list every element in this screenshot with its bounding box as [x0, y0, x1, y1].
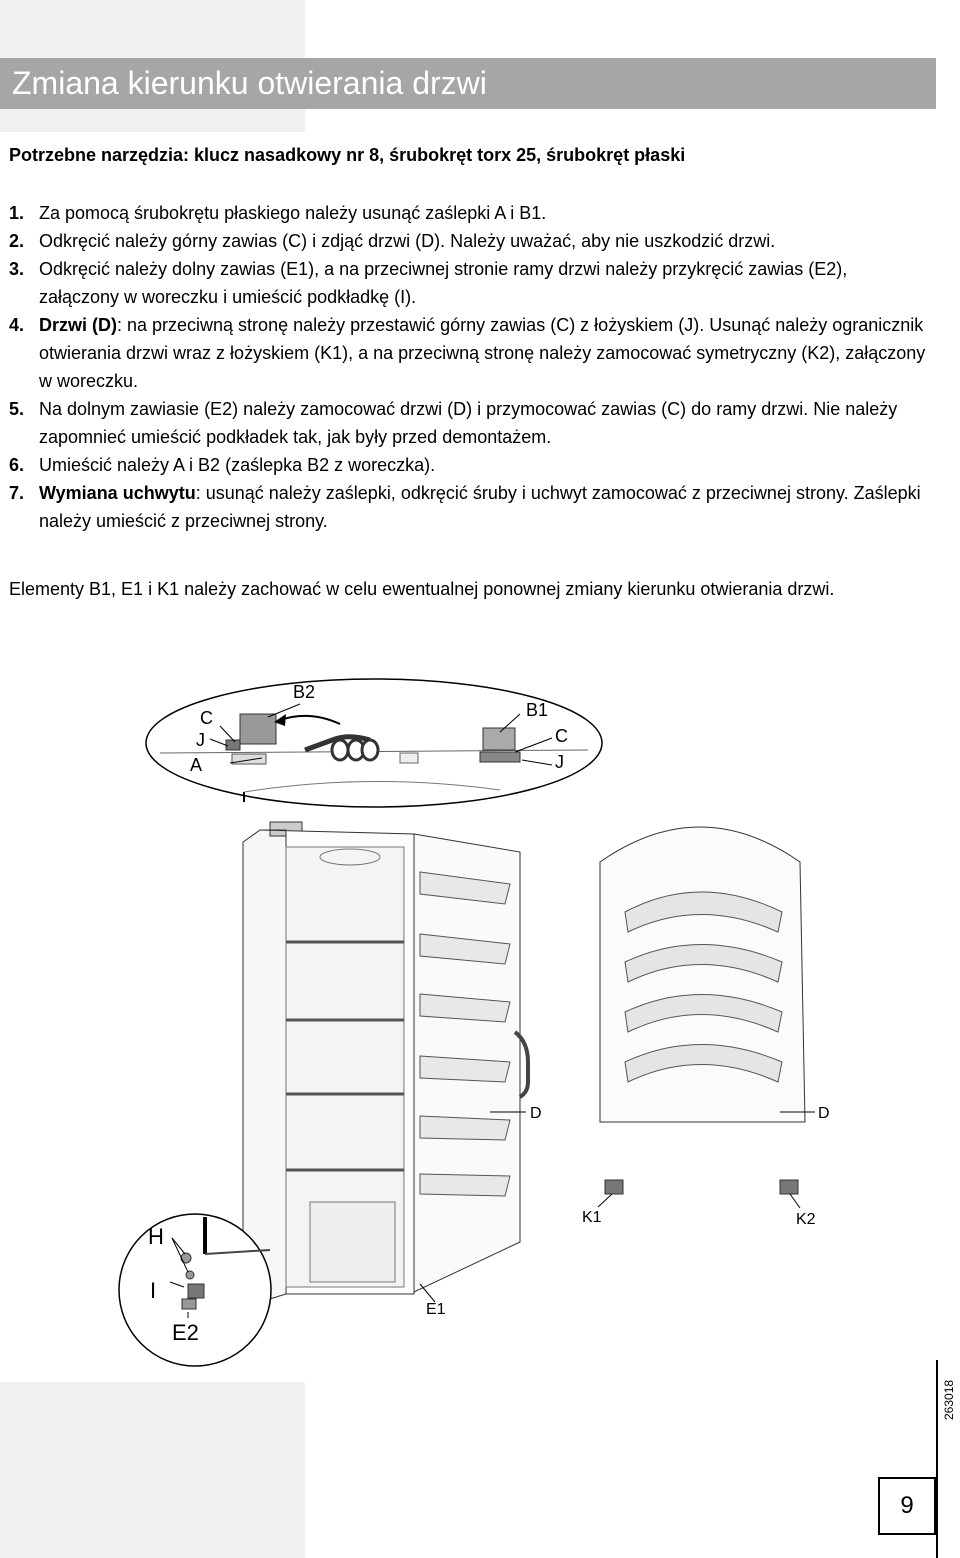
- top-margin: [305, 0, 960, 58]
- label-E1: E1: [426, 1301, 446, 1318]
- step-text: [39, 199, 927, 227]
- step-bold: Wymiana uchwytu: [39, 483, 196, 503]
- door-detail: [582, 827, 830, 1228]
- step-item: [9, 451, 927, 479]
- label-H: H: [148, 1224, 164, 1249]
- step-number: 4.: [9, 315, 25, 335]
- step-body: Na dolnym zawiasie (E2) należy zamocować drzwi (D) i przymocować zawias (C) do ramy drzwi. Nie należy zapomnieć umieścić podkładek tak, jak były przed demontażem.: [39, 399, 898, 447]
- tools-line: Potrzebne narzędzia: klucz nasadkowy nr 8, śrubokręt torx 25, śrubokręt płaski: [9, 145, 686, 165]
- page-title: Zmiana kierunku otwierania drzwi: [0, 58, 936, 109]
- step-item: [9, 255, 927, 311]
- step-text: [39, 311, 927, 395]
- page-number: 9: [878, 1477, 936, 1535]
- step-item: [9, 311, 927, 395]
- step-bold: Drzwi (D): [39, 315, 117, 335]
- page-edge-line: [936, 1360, 938, 1558]
- step-number: 5.: [9, 399, 25, 419]
- label-J-left: J: [196, 730, 205, 750]
- step-number: 2.: [9, 231, 25, 251]
- step-text: [39, 395, 927, 451]
- label-J-right: J: [555, 752, 564, 772]
- label-E2: E2: [172, 1320, 199, 1345]
- label-D-right: D: [818, 1105, 830, 1122]
- step-body: Odkręcić należy górny zawias (C) i zdjąć drzwi (D). Należy uważać, aby nie uszkodzić drzwi.: [39, 231, 776, 251]
- label-K2: K2: [796, 1211, 816, 1228]
- step-number: 6.: [9, 455, 25, 475]
- step-item: [9, 227, 927, 255]
- note-paragraph: Elementy B1, E1 i K1 należy zachować w celu ewentualnej ponownej zmiany kierunku otwierania drzwi.: [9, 579, 835, 599]
- document-code: 263018: [942, 1379, 956, 1420]
- step-item: [9, 199, 927, 227]
- step-body: Za pomocą śrubokrętu płaskiego należy usunąć zaślepki A i B1.: [39, 203, 547, 223]
- step-item: [9, 479, 927, 535]
- label-K1: K1: [582, 1209, 602, 1226]
- step-body: Umieścić należy A i B2 (zaślepka B2 z woreczka).: [39, 455, 436, 475]
- label-C-right: C: [555, 726, 568, 746]
- step-body: : na przeciwną stronę należy przestawić górny zawias (C) z łożyskiem (J). Usunąć należy ogranicznik otwierania drzwi wraz z łożyskiem (K1), a na przeciwną stronę należy zamocować symetryczny (K2), załączony w woreczku.: [39, 315, 926, 391]
- label-C-left: C: [200, 708, 213, 728]
- step-number: 1.: [9, 203, 25, 223]
- step-text: [39, 227, 927, 255]
- steps-list: [9, 199, 927, 535]
- refrigerator-illustration: [243, 822, 542, 1318]
- step-text: [39, 479, 927, 535]
- step-body: Odkręcić należy dolny zawias (E1), a na przeciwnej stronie ramy drzwi należy przykręcić zawias (E2), załączony w woreczku i umieścić podkładkę (I).: [39, 259, 848, 307]
- step-text: [39, 451, 927, 479]
- label-B1: B1: [526, 700, 549, 720]
- door-reversal-diagram: [0, 642, 936, 1382]
- step-number: 7.: [9, 483, 25, 503]
- step-text: [39, 255, 927, 311]
- label-I: I: [150, 1278, 157, 1303]
- label-B2: B2: [293, 682, 316, 702]
- step-number: 3.: [9, 259, 25, 279]
- label-D-left: D: [530, 1105, 542, 1122]
- bottom-hinge-detail: [119, 1214, 271, 1366]
- step-body: : usunąć należy zaślepki, odkręcić śruby i uchwyt zamocować z przeciwnej strony. Zaślepki należy umieścić z przeciwnej strony.: [39, 483, 921, 531]
- label-A: A: [190, 755, 203, 775]
- diagram-svg: [0, 642, 936, 1382]
- hinge-detail: [146, 679, 602, 807]
- step-item: [9, 395, 927, 451]
